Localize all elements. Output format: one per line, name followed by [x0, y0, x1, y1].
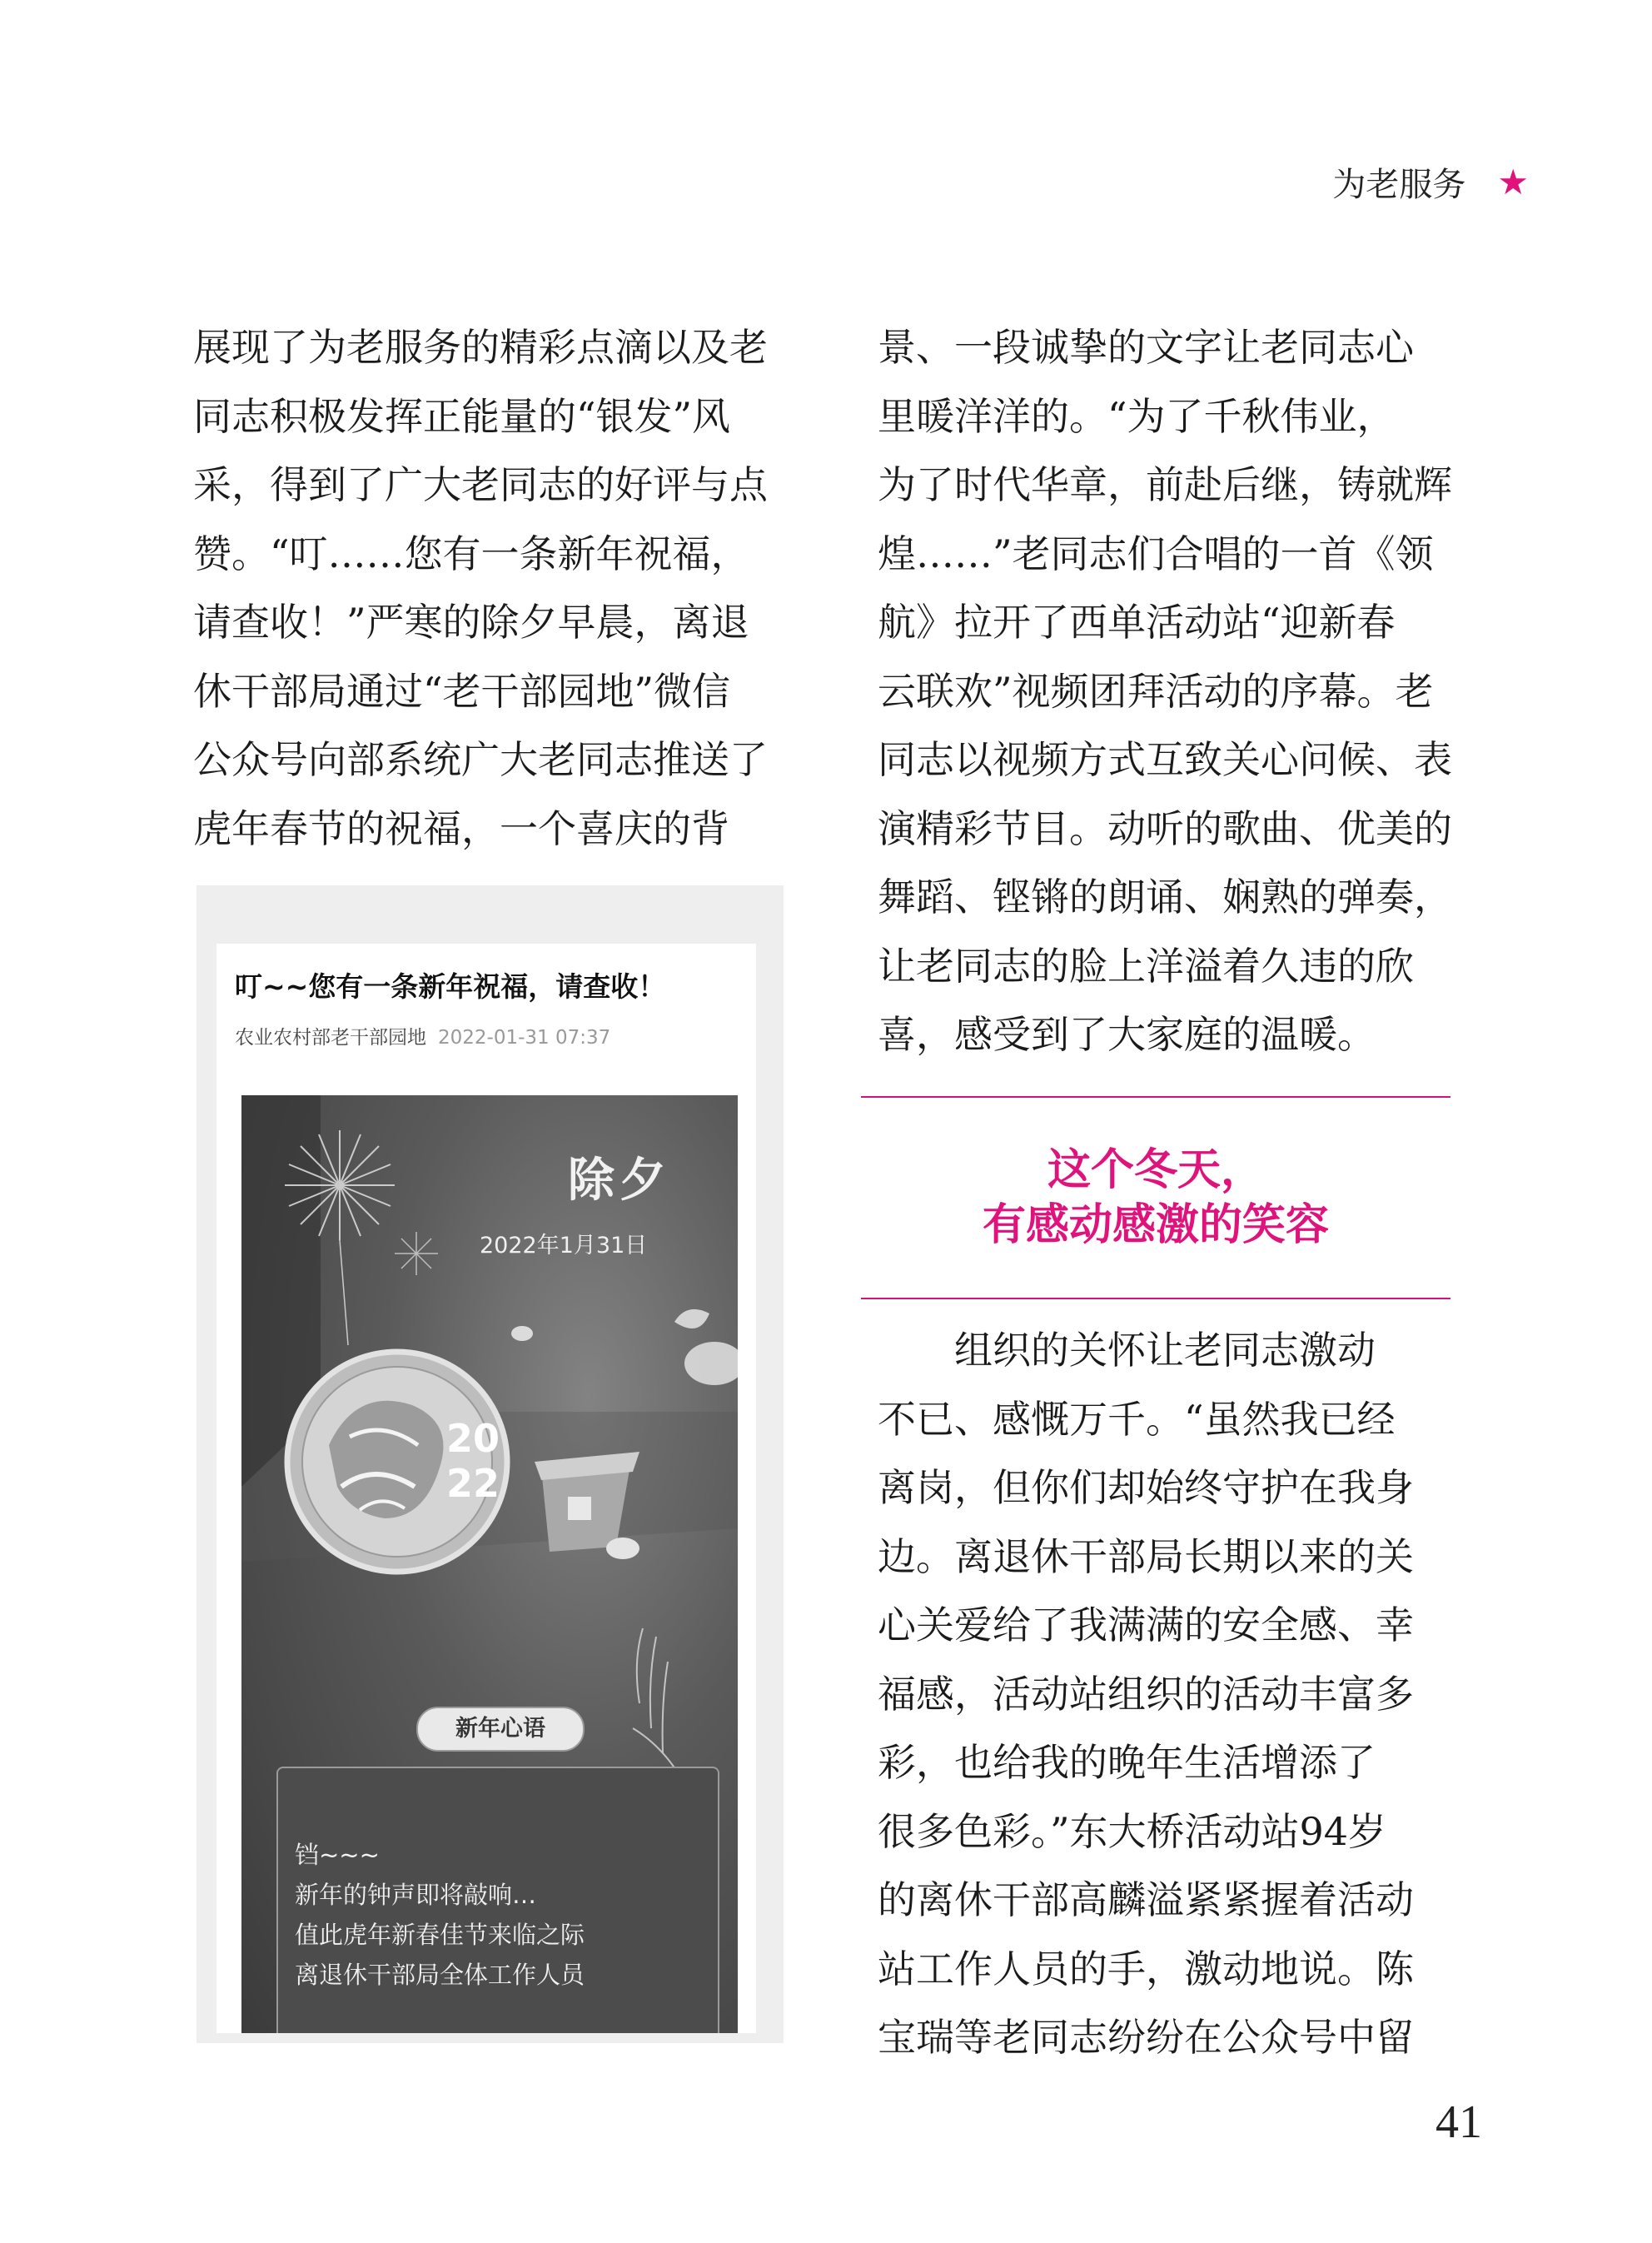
paragraph-line: 航》拉开了西单活动站“迎新春 — [878, 600, 1396, 645]
right-column-top — [878, 313, 1460, 1069]
paragraph-line: 煌……”老同志们合唱的一首《领 — [878, 531, 1434, 576]
message-tag: 新年心语 — [416, 1707, 585, 1752]
paragraph-line: 休干部局通过“老干部园地”微信 — [193, 668, 731, 714]
paragraph-line: 同志积极发挥正能量的“银发”风 — [193, 393, 731, 439]
paragraph-line: 彩，也给我的晚年生活增添了 — [878, 1740, 1376, 1785]
paragraph-line: 让老同志的脸上洋溢着久违的欣 — [878, 943, 1414, 989]
svg-text:22: 22 — [446, 1461, 500, 1506]
paragraph-line: 采，得到了广大老同志的好评与点 — [193, 462, 768, 507]
section-subheading — [861, 1143, 1450, 1253]
paragraph-line: 喜，感受到了大家庭的温暖。 — [878, 1012, 1376, 1057]
paragraph-line: 边。离退休干部局长期以来的关 — [878, 1533, 1414, 1579]
paragraph-line: 组织的关怀让老同志激动 — [954, 1328, 1376, 1373]
lantern-icon — [684, 1342, 738, 1385]
message-line: 值此虎年新春佳节来临之际 — [295, 1921, 585, 1949]
paragraph-line: 里暖洋洋的。“为了千秋伟业， — [878, 393, 1396, 439]
paragraph-line: 心关爱给了我满满的安全感、幸 — [878, 1602, 1414, 1647]
wechat-article-screenshot — [197, 885, 784, 2043]
paragraph-line: 同志以视频方式互致关心问候、表 — [878, 737, 1452, 782]
star-icon: ★ — [1497, 162, 1529, 202]
paragraph-line: 宝瑞等老同志纷纷在公众号中留 — [878, 2015, 1414, 2060]
paragraph-line: 站工作人员的手，激动地说。陈 — [878, 1946, 1414, 1991]
poster-date: 2022年1月31日 — [480, 1233, 648, 1259]
paragraph-line: 赞。“叮……您有一条新年祝福， — [193, 531, 749, 576]
tiger-coin-icon — [287, 1352, 507, 1572]
paragraph-line: 景、一段诚挚的文字让老同志心 — [878, 325, 1414, 370]
paragraph-line: 虎年春节的祝福，一个喜庆的背 — [193, 805, 729, 851]
article-card — [216, 944, 756, 2033]
message-line: 离退休干部局全体工作人员 — [295, 1961, 585, 1989]
page-number: 41 — [1436, 2096, 1482, 2148]
lantern-icon — [511, 1326, 533, 1341]
new-year-poster — [241, 1095, 738, 2033]
paragraph-line: 福感，活动站组织的活动丰富多 — [878, 1671, 1414, 1717]
paragraph-line: 为了时代华章，前赴后继，铸就辉 — [878, 462, 1452, 507]
paragraph-line: 演精彩节目。动听的歌曲、优美的 — [878, 805, 1452, 851]
paragraph-line: 云联欢”视频团拜活动的序幕。老 — [878, 668, 1434, 714]
section-title: 为老服务 — [1332, 166, 1466, 204]
paragraph-line: 舞蹈、铿锵的朗诵、娴熟的弹奏， — [878, 875, 1452, 920]
paragraph-line: 公众号向部系统广大老同志推送了 — [193, 737, 768, 782]
paragraph-line: 很多色彩。”东大桥活动站94岁 — [878, 1808, 1387, 1854]
article-title: 叮~~您有一条新年祝福，请查收！ — [235, 970, 666, 1003]
svg-text:20: 20 — [446, 1416, 500, 1461]
paragraph-line: 请查收！”严寒的除夕早晨，离退 — [193, 600, 749, 645]
article-timestamp: 2022-01-31 07:37 — [438, 1027, 611, 1049]
article-meta — [235, 1022, 610, 1049]
left-column — [193, 313, 789, 863]
message-line: 铛~~~ — [295, 1841, 380, 1869]
paragraph-line: 离岗，但你们却始终守护在我身 — [878, 1465, 1414, 1510]
subheading-line-2: 有感动感激的笑容 — [982, 1200, 1329, 1250]
message-line: 新年的钟声即将敲响… — [295, 1881, 537, 1909]
message-box — [276, 1767, 719, 2033]
running-head — [1332, 158, 1529, 206]
article-source: 农业农村部老干部园地 — [235, 1027, 426, 1049]
paragraph-line: 展现了为老服务的精彩点滴以及老 — [193, 325, 768, 370]
small-firework-icon — [395, 1232, 438, 1275]
subheading-bottom-rule — [861, 1298, 1450, 1299]
right-column-bottom — [878, 1316, 1460, 2072]
paragraph-line: 的离休干部高麟溢紧紧握着活动 — [878, 1877, 1414, 1922]
paragraph-line: 不已、感慨万千。“虽然我已经 — [878, 1396, 1396, 1442]
subheading-line-1: 这个冬天， — [1047, 1145, 1264, 1195]
message-lines — [295, 1835, 585, 1995]
subheading-top-rule — [861, 1096, 1450, 1098]
poster-title: 除夕 — [568, 1154, 671, 1208]
